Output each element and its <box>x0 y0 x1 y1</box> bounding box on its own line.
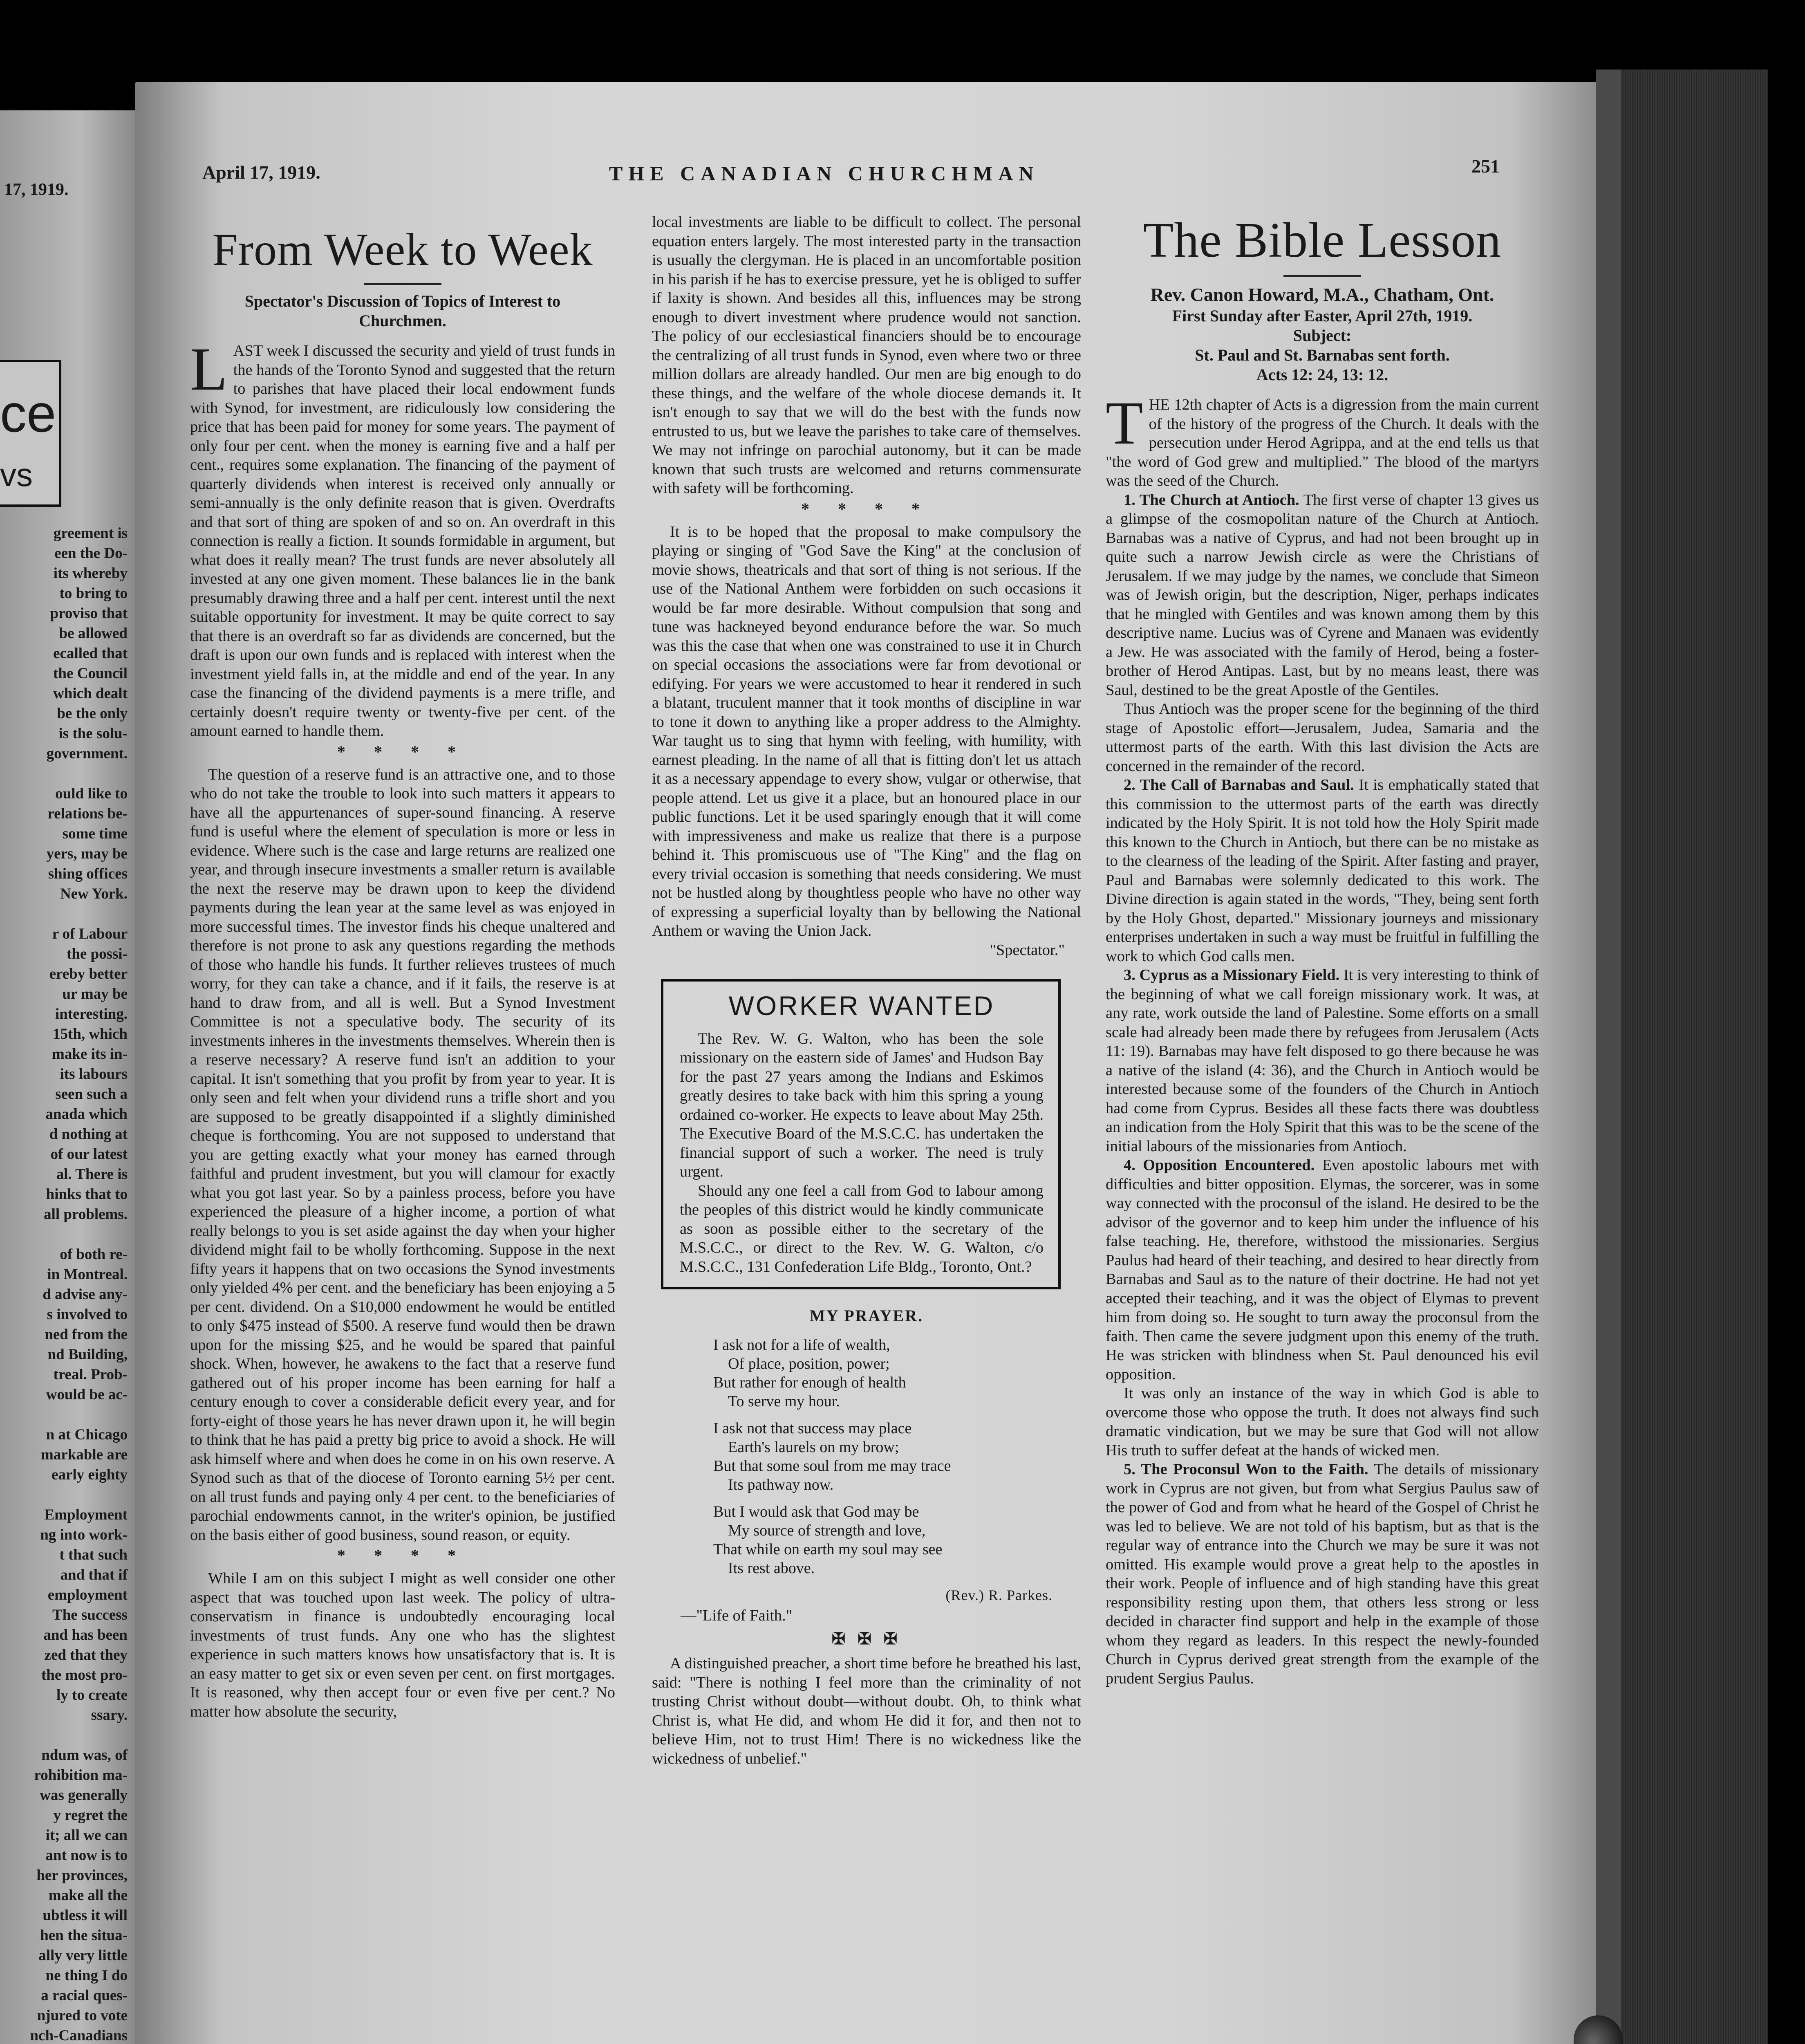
lesson-paragraph: 4. Opposition Encountered. Even apostolic labours met with difficulties and bitter opposition. Elymas, the sorcerer, was in some way connected with the proconsul of the island. He desired to be the advisor of the governor and to keep him under the influence of his false teaching. He, therefore, withstood the missionaries. Sergius Paulus had heard of their teaching, and desired to hear directly from Barnabas and Saul as to the nature of their doctrine. He had not yet accepted their teaching, and it was the object of Elymas to prevent him from doing so. He sought to turn away the proconsul from the faith. Then came the severe judgment upon this enemy of the truth. He was stricken with blindness when St. Paul denounced his evil opposition. <box>1106 1156 1539 1383</box>
notice-title: WORKER WANTED <box>728 991 995 1021</box>
poem-author: (Rev.) R. Parkes. <box>945 1587 1053 1603</box>
lesson-heading: 5. The Proconsul Won to the Faith. <box>1124 1461 1368 1478</box>
previous-page-text: greement is een the Do- its whereby to bring to proviso that be allowed ecalled that the Council which dealt be the only is the solu- government. ould like to relations be- some time yers, may be shing offices New York. r of Labour the possi- ereby better ur may be interesting. 15th, which make its in- its labours seen such a anada which d nothing at of our latest al. There is hinks that to all problems. of both re- in Montreal. d advise any- s involved to ned from the nd Building, treal. Prob- would be ac- n at Chicago markable are early eighty Employment ng into work- t that such and that if employment The success and has been zed that they the most pro- ly to create ssary. ndum was, of rohibition ma- was generally y regret the it; all we can ant now is to her provinces, make all the ubtless it will hen the situa- ally very little ne thing I do a racial ques- njured to vote nch-Canadians <box>30 525 128 2044</box>
ornament: ✠ ✠ ✠ <box>831 1629 902 1648</box>
title-rule <box>364 283 441 285</box>
article-paragraph: LAST week I discussed the security and yield of trust funds in the hands of the Toronto Synod and suggested that the return to parishes that have placed their local endowment funds with Synod, for investment, are ridiculously low considering the price that has been paid for money for some years. The payment of only four per cent. when the money is earning five and a half per cent., requires some explanation. The financing of the payment of quarterly dividends when interest is received only annually or semi-annually is the only definite reason that is given. Overdrafts and that sort of thing are spoken of and so on. An overdraft in this connection is really a fiction. It sounds formidable in argument, but what does it really mean? The trust funds are never absolutely all invested at any one given moment. These balances lie in the bank presumably drawing three and a half per cent. interest until the next suitable opportunity for investment. It may be quite correct to say that there is an overdraft so far as dividends are concerned, but the draft is upon our own funds and is replaced with interest when the investment yield falls in, at the middle and end of the year. In any case the financing of the dividend payments is a mere trifle, and certainly doesn't require twenty or twenty-five per cent. of the amount earned to handle them. <box>190 335 616 740</box>
scripture-reference: Acts 12: 24, 13: 12. <box>1256 365 1388 384</box>
lesson-heading: 2. The Call of Barnabas and Saul. <box>1124 776 1354 793</box>
column-3 <box>1106 213 1539 1688</box>
previous-page-date: 17, 1919. <box>4 180 69 199</box>
poem-source: —"Life of Faith." <box>681 1607 793 1624</box>
title-rule <box>1283 275 1361 277</box>
poem-stanza: I ask not for a life of wealth, Of place, position, power; But rather for enough of health To serve my hour. <box>713 1336 906 1410</box>
lesson-heading: 3. Cyprus as a Missionary Field. <box>1124 966 1340 984</box>
article-subtitle: Spectator's Discussion of Topics of Interest to Churchmen. <box>244 292 561 330</box>
section-divider: * * * * <box>337 742 468 761</box>
running-head-title: THE CANADIAN CHURCHMAN <box>609 162 1039 185</box>
page-number: 251 <box>1471 156 1500 177</box>
drop-cap: L <box>190 335 228 403</box>
lesson-paragraph: 1. The Church at Antioch. The first verse of chapter 13 gives us a glimpse of the cosmopolitan nature of the Church at Antioch. Barnabas was a native of Cyprus, and had not been brought up in quite such a narrow Jewish circle as were the Christians of Jerusalem. If we may judge by the names, we conclude that Simeon was of Jewish origin, but the description, Niger, perhaps indicates that he mingled with Gentiles and was known among them by this descriptive name. Lucius was of Cyrene and Manaen was evidently a Jew. He was associated with the family of Herod, being a foster-brother of Herod Antipas. Last, but by no means least, there was Saul, destined to be the great Apostle of the Gentiles. <box>1106 491 1539 699</box>
book-page-edges <box>1596 69 1768 2044</box>
bible-lesson-date: First Sunday after Easter, April 27th, 1919. <box>1172 307 1473 325</box>
article-paragraph: local investments are liable to be difficult to collect. The personal equation enters largely. The most interested party in the transaction is usually the clergyman. He is placed in an uncomfortable position in his parish if he has to exercise pressure, yet he is obliged to suffer if laxity is shown. And besides all this, influences may be strong enough to divert investment where prudence would not sanction. The policy of our ecclesiastical financiers should be to encourage the centralizing of all trust funds in Synod, even where two or three million dollars are already handled. Our men are big enough to do these things, and the welfare of the whole diocese demands it. It isn't enough to say that we will do the best with the funds now entrusted to us, but we leave the parishes to take care of themselves. We may not infringe on parochial autonomy, but it can be made known that such trusts are welcomed and returns commensurate with safety will be forthcoming. <box>652 213 1081 497</box>
lesson-paragraph: 2. The Call of Barnabas and Saul. It is emphatically stated that this commission to the uttermost parts of the earth was directly indicated by the Holy Spirit. It is not told how the Holy Spirit made this known to the Church in Antioch, but there can be no mistake as to the clearness of the leading of the Spirit. After fasting and prayer, Paul and Barnabas were solemnly dedicated to this work. The Divine direction is again stated in the words, "They, being sent forth by the Holy Ghost, departed." Missionary journeys and missionary enterprises undertaken in such a way must be fruitful in fulfilling the work to which God calls men. <box>1106 776 1539 965</box>
running-head-date: April 17, 1919. <box>202 162 320 183</box>
column-1 <box>190 213 615 1721</box>
lesson-heading: 4. Opposition Encountered. <box>1124 1156 1315 1174</box>
lesson-paragraph: It was only an instance of the way in which God is able to overcome those who oppose the truth. It does not always find such dramatic vindication, but we may be sure that God will not allow His truth to suffer defeat at the hands of wicked men. <box>1106 1385 1539 1459</box>
lesson-paragraph: 5. The Proconsul Won to the Faith. The details of missionary work in Cyprus are not given, but from what Sergius Paulus saw of the power of God and from what he heard of the Gospel of Christ he was led to believe. We are not told of his baptism, but as that is the regular way of entrance into the Church we may be sure it was not omitted. His example would prove a great help to the apostles in their work. People of influence and of high standing have this great responsibility resting upon them, that others less strong or less decided in character find support and help in the example of those whom they regard as leaders. In this respect the newly-founded Church in Cyprus derived great strength from the example of the prudent Sergius Paulus. <box>1106 1461 1539 1687</box>
previous-page-box <box>0 360 61 507</box>
previous-page-box-top: ce <box>0 383 56 443</box>
article-signature: "Spectator." <box>990 941 1065 959</box>
lesson-paragraph: Thus Antioch was the proper scene for the beginning of the third stage of Apostolic effort—Jerusalem, Judea, Samaria and the uttermost parts of the earth. With this last division the Acts are concerned in the remainder of the record. <box>1106 700 1539 775</box>
section-divider: * * * * <box>801 499 932 518</box>
article-title: From Week to Week <box>212 224 593 275</box>
lesson-paragraph: THE 12th chapter of Acts is a digression from the main current of the history of the progress of the Church. It deals with the persecution under Herod Agrippa, and at the end tells us that "the word of God grew and multiplied." The blood of the martyrs was the seed of the Church. <box>1106 389 1539 489</box>
section-divider: * * * * <box>337 1546 468 1564</box>
column-2 <box>652 213 1081 1768</box>
lesson-heading: 1. The Church at Antioch. <box>1124 491 1299 509</box>
lesson-paragraph: 3. Cyprus as a Missionary Field. It is very interesting to think of the beginning of what we call foreign missionary work. It was, at any rate, work outside the land of Palestine. Some efforts on a small scale had already been made there by refugees from Jerusalem (Acts 11: 19). Barnabas may have felt disposed to go there because he was a native of the island (4: 36), and the Church in Antioch would be interested because some of the founders of the Church in Antioch had come from Cyprus. Besides all these facts there was doubtless an indication from the Holy Spirit that this was to be the scene of the initial labours of the missionaries from Antioch. <box>1106 966 1539 1155</box>
previous-page-box-bottom: vs <box>0 457 33 493</box>
poem <box>652 1336 1081 1578</box>
subject-label: Subject: <box>1293 326 1352 345</box>
drop-cap: T <box>1106 389 1143 457</box>
bible-lesson-title: The Bible Lesson <box>1143 213 1502 268</box>
article-paragraph: It is to be hoped that the proposal to make compulsory the playing or singing of "God Save the King" at the conclusion of movie shows, theatricals and that sort of thing is not serious. If the use of the National Anthem were forbidden on such occasions it would be far more desirable. Without compulsion that song and tune was hackneyed beyond endurance before the war. So much was this the case that when one was constrained to use it in Church on special occasions the associations were far from devotional or edifying. For years we were accustomed to hear it rendered in such a blatant, truculent manner that it took months of discipline in war to tone it down to anything like a proper address to the Almighty. War taught us to sing that hymn with feeling, with humility, with earnest pleading. In the name of all that is fitting don't let us attach it as a necessary appendage to every show, vulgar or otherwise, that people attend. Let us give it a place, but an honoured place in our public functions. Let it be used sparingly enough that it will come with impressiveness and make us realize that there is a purpose behind it. This promiscuous use of "The King" and the flag on every trivial occasion is something that needs considering. We must not be hustled along by thoughtless people who have no other way of expressing a superficial loyalty than by bellowing the National Anthem or waving the Union Jack. <box>652 523 1081 939</box>
subject: St. Paul and St. Barnabas sent forth. <box>1195 346 1450 364</box>
poem-stanza: But I would ask that God may be My source of strength and love, That while on earth my soul may see Its rest above. <box>713 1503 943 1577</box>
notice-paragraph: Should any one feel a call from God to labour among the peoples of this district would he kindly communicate as soon as possible either to the secretary of the M.S.C.C., or direct to the Rev. W. G. Walton, c/o M.S.C.C., 131 Confederation Life Bldg., Toronto, Ont.? <box>680 1182 1044 1275</box>
article-paragraph: The question of a reserve fund is an attractive one, and to those who do not take the trouble to look into such matters it appears to have all the appurtenances of super-sound financing. A reserve fund is useful where the element of speculation is more or less in evidence. Where such is the case and large returns are realized one year, and through insecure investments a smaller return is available the next the reserve may be drawn upon to keep the dividend payments during the lean year at the same level as was enjoyed in more successful times. The investor finds his cheque unaltered and therefore is not prone to ask any questions regarding the methods of those who handle his funds. It further relieves trustees of much worry, for they can take a chance, and if it fails, the reserve is at hand to draw from, and all is well. But a Synod Investment Committee is not a speculative body. The security of its investments inheres in the investments themselves. Wherein then is a reserve necessary? A reserve fund isn't an addition to your capital. It isn't something that you profit by from year to year. It is only seen and felt when your dividend runs a trifle short and you are supposed to be greatly disappointed if a slightly diminished cheque is forthcoming. You are not supposed to understand that you are getting exactly what your money has earned through faithful and prudent investment, but you will clamour for exactly what you got last year. So by a painless process, before you have experienced the pleasure of a higher income, a portion of what really belongs to you is set aside against the day when your higher dividend might fail to be wholly forthcoming. Suppose in the next fifty years it happens that on two occasions the Synod investments only yielded 4% per cent. and the beneficiary has been enjoying a 5 per cent. dividend. On a $10,000 endowment he would be entitled to only $475 instead of $500. A reserve fund would then be drawn upon for the missing $25, and he would be spared that painful shock. When, however, he awakens to the fact that a reserve fund gathered out of his proper income has been earning for half a century enough to cover a considerable deficit every year, and for forty-eight of those years he has never drawn upon it, he will begin to think that he has paid a pretty big price to avoid a shock. He will ask himself where and when does he come in on his own reserve. A Synod such as that of the diocese of Toronto earning 5½ per cent. on all trust funds and paying only 4 per cent. to the beneficiaries of parochial endowments cannot, in the writer's opinion, be justified on the basis either of good business, sound reason, or equity. <box>190 766 615 1544</box>
article-paragraph: A distinguished preacher, a short time before he breathed his last, said: "There is nothing I feel more than the criminality of not trusting Christ without doubt—without doubt. Oh, to think what Christ is, what He did, and whom He did it for, and then not to believe Him, not to trust Him! There is no wickedness like the wickedness of unbelief." <box>652 1655 1081 1767</box>
notice-paragraph: The Rev. W. G. Walton, who has been the sole missionary on the eastern side of James' and Hudson Bay for the past 27 years among the Indians and Eskimos greatly desires to take back with him this spring a young ordained co-worker. He expects to leave about May 25th. The Executive Board of the M.S.C.C. has undertaken the financial support of such a worker. The need is truly urgent. <box>680 1030 1044 1180</box>
poem-stanza: I ask not that success may place Earth's laurels on my brow; But that some soul from me may trace Its pathway now. <box>713 1419 951 1493</box>
poem-title: MY PRAYER. <box>809 1307 924 1325</box>
worker-wanted-notice <box>661 979 1061 1289</box>
article-paragraph: While I am on this subject I might as well consider one other aspect that was touched upon last week. The policy of ultra-conservatism in finance is undoubtedly encouraging local investments of trust funds. Any one who has the slightest experience in such matters knows how unsatisfactory that is. It is an easy matter to get six or even seven per cent. on first mortgages. It is reasoned, why then accept four or even five per cent.? No matter how absolute the security, <box>190 1570 615 1720</box>
previous-page-edge <box>0 110 135 2044</box>
bible-lesson-byline: Rev. Canon Howard, M.A., Chatham, Ont. <box>1150 284 1494 305</box>
